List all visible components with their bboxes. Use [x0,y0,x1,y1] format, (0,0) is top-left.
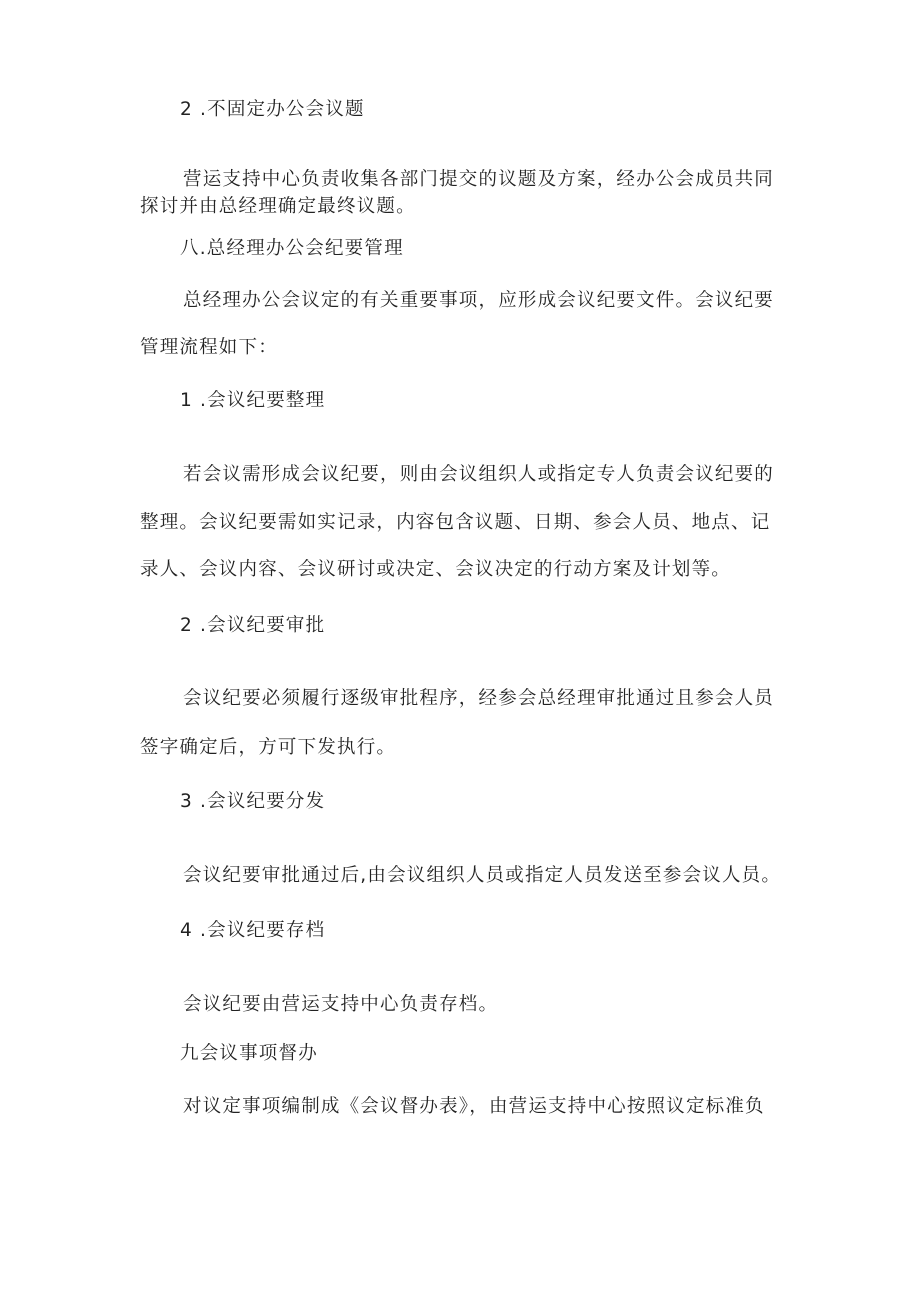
section-heading: 2 .不固定办公会议题 [180,99,365,120]
paragraph-line: 会议纪要审批通过后,由会议组织人员或指定人员发送至参会议人员。 [183,865,782,886]
paragraph-line: 会议纪要必须履行逐级审批程序，经参会总经理审批通过且参会人员 [183,688,775,709]
paragraph-line: 整理。会议纪要需如实记录，内容包含议题、日期、参会人员、地点、记 [140,512,771,533]
item-heading: 4 .会议纪要存档 [180,920,326,941]
paragraph-line: 营运支持中心负责收集各部门提交的议题及方案，经办公会成员共同 [183,169,775,190]
item-heading: 1 .会议纪要整理 [180,390,326,411]
item-heading: 2 .会议纪要审批 [180,615,326,636]
section-heading: 八.总经理办公会纪要管理 [180,238,404,259]
item-heading: 3 .会议纪要分发 [180,791,326,812]
paragraph-line: 签字确定后，方可下发执行。 [140,737,397,758]
paragraph-line: 录人、会议内容、会议研讨或决定、会议决定的行动方案及计划等。 [140,559,732,580]
paragraph-line: 若会议需形成会议纪要，则由会议组织人或指定专人负责会议纪要的 [183,464,775,485]
paragraph-line: 管理流程如下： [140,337,278,358]
paragraph-line: 对议定事项编制成《会议督办表》，由营运支持中心按照议定标准负 [183,1096,765,1117]
paragraph-line: 探讨并由总经理确定最终议题。 [140,196,416,217]
section-heading: 九会议事项督办 [180,1043,318,1064]
paragraph-line: 总经理办公会议定的有关重要事项，应形成会议纪要文件。会议纪要 [183,290,775,311]
paragraph-line: 会议纪要由营运支持中心负责存档。 [183,994,499,1015]
